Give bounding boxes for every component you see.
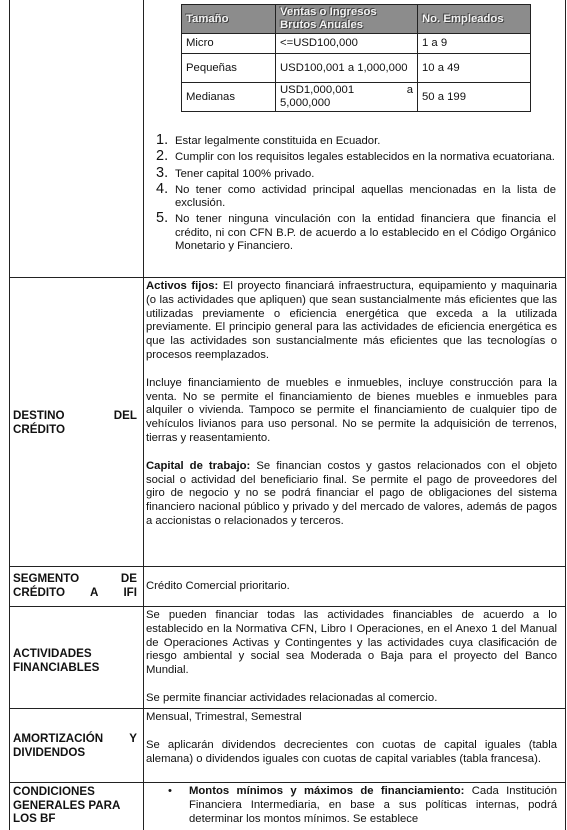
row-divider	[9, 708, 565, 709]
capital-text: Se financian costos y gastos relacionados con el objeto social o actividad del beneficiario final. Se permite el pago de proveedores del giro de negocio y no se podrá financiar el pago de obligaciones del sistema financiero nacional público y privado y del mercado de valores, además de pagos a accionistas o relacionados y terceros.	[146, 459, 558, 527]
bullet-icon: •	[168, 785, 172, 797]
actividades-label: ACTIVIDADES FINANCIABLES	[13, 647, 100, 674]
segmento-text: Crédito Comercial prioritario.	[146, 580, 290, 592]
list-item	[156, 210, 556, 253]
size-cell: Pequeñas	[182, 54, 276, 83]
row-divider	[9, 782, 565, 783]
item-number: 3.	[156, 164, 169, 181]
item-number: 1.	[156, 132, 169, 148]
amortizacion-content	[146, 711, 557, 766]
list-item	[156, 132, 556, 148]
requirements-list	[156, 132, 556, 256]
capital-paragraph	[146, 460, 557, 529]
employees-cell: 50 a 199	[418, 83, 531, 112]
company-size-table	[181, 4, 531, 112]
header-sales: Ventas o Ingresos Brutos Anuales	[276, 5, 418, 34]
capital-title: Capital de trabajo:	[146, 459, 251, 472]
table-row	[182, 54, 531, 83]
activos-text: El proyecto financiará infraestructura, equipamiento y maquinaria (o las actividades que apliquen) que sean sustancialmente más eficientes que las utilizadas previamente o eficiencia energética que exceda a la utilizada previamente. El principio general para las actividades de eficiencia energética es que las actividades son sustancialmente más eficientes que las tecnologías o procesos reemplazados.	[146, 280, 557, 361]
column-divider	[143, 0, 144, 830]
size-cell: Medianas	[182, 83, 276, 112]
amortizacion-label: AMORTIZACIÓN Y DIVIDENDOS	[13, 732, 137, 759]
dividendos-paragraph: Se aplicarán dividendos decrecientes con cuotas de capital iguales (tabla alemana) o dividendos iguales con cuotas de capital variables (tabla francesa).	[146, 738, 557, 765]
employees-cell: 1 a 9	[418, 34, 531, 54]
table-row	[182, 34, 531, 54]
item-number: 5.	[156, 210, 169, 227]
destino-label: DESTINO DEL CRÉDITO	[13, 409, 137, 436]
destino-content	[146, 280, 557, 529]
condiciones-bullet	[146, 785, 557, 826]
bullet-text-block	[189, 785, 557, 826]
employees-cell: 10 a 49	[418, 54, 531, 83]
sales-cell-wrap	[276, 54, 418, 83]
sales-cell: USD1,000,001 a 5,000,000	[280, 84, 413, 109]
item-text: Tener capital 100% privado.	[175, 167, 315, 180]
sales-cell: <=USD100,000	[276, 34, 418, 54]
sales-cell: USD100,001 a 1,000,000	[280, 61, 408, 74]
table-row	[182, 83, 531, 112]
list-item	[156, 148, 556, 165]
segmento-label: SEGMENTO DE CRÉDITO A IFI	[13, 572, 137, 599]
comercio-paragraph: Se permite financiar actividades relacionadas al comercio.	[146, 691, 438, 704]
size-table-header	[182, 5, 531, 34]
header-employees: No. Empleados	[418, 5, 531, 34]
list-item	[156, 164, 556, 181]
activos-title: Activos fijos:	[146, 280, 219, 292]
actividades-paragraph: Se pueden financiar todas las actividades financiables de acuerdo a lo establecido en la Normativa CFN, Libro I Operaciones, en el Anexo 1 del Manual de Operaciones Activas y Contingentes y las actividades cuya clasificación de riesgo ambiental y social sea Moderada o Baja para el proyecto del Banco Mundial.	[146, 609, 557, 677]
item-text: Cumplir con los requisitos legales establecidos en la normativa ecuatoriana.	[175, 151, 555, 164]
row-divider	[9, 277, 565, 278]
periodicity-text: Mensual, Trimestral, Semestral	[146, 711, 302, 723]
item-text: No tener ninguna vinculación con la entidad financiera que financia el crédito, ni con CFN B.P. de acuerdo a lo establecido en el Código Orgánico Monetario y Financiero.	[175, 213, 556, 253]
row-divider	[9, 566, 565, 567]
muebles-paragraph: Incluye financiamiento de muebles e inmuebles, incluye construcción para la venta. No se permite el financiamiento de bienes muebles e inmuebles para alquiler o vivienda. Tampoco se permite el financiamiento de cualquier tipo de vehículos livianos para uso personal. No se permite la adquisición de terrenos, tierras y reasentamiento.	[146, 376, 557, 444]
bullet-title: Montos mínimos y máximos de financiamiento:	[189, 785, 465, 797]
actividades-content	[146, 609, 557, 706]
item-number: 4.	[156, 180, 169, 197]
row-divider	[9, 606, 565, 607]
list-item	[156, 180, 556, 211]
item-text: Estar legalmente constituida en Ecuador.	[175, 135, 381, 147]
condiciones-label: CONDICIONES GENERALES PARA LOS BF	[13, 785, 120, 825]
size-cell: Micro	[182, 34, 276, 54]
item-text: No tener como actividad principal aquellas mencionadas en la lista de exclusión.	[175, 183, 556, 210]
activos-paragraph	[146, 280, 557, 363]
bullet-text: Cada Institución Financiera Intermediaria, en base a sus políticas internas, podrá determinar los montos mínimos. Se establece	[189, 785, 557, 825]
item-number: 2.	[156, 148, 169, 165]
header-size: Tamaño	[182, 5, 276, 34]
sales-cell-wrap	[276, 83, 418, 112]
